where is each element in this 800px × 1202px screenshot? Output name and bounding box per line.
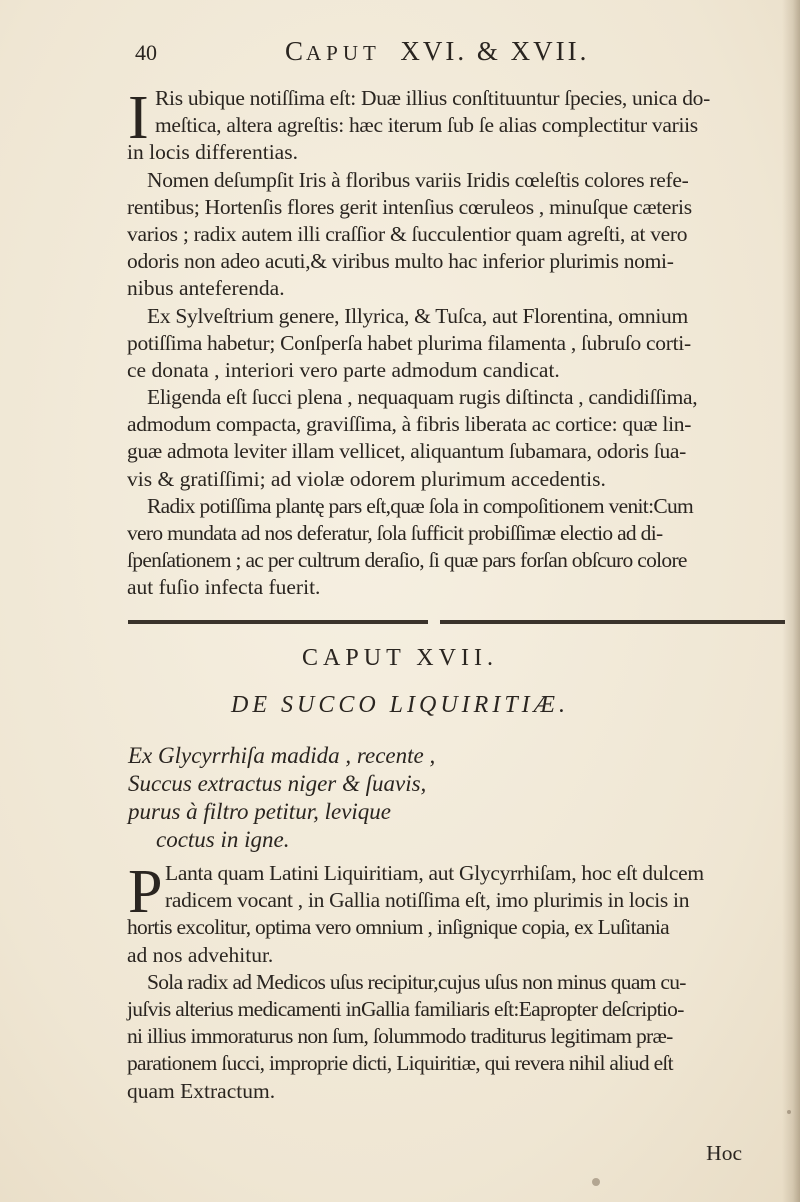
chapter17-summary (128, 742, 688, 854)
caput-rest: APUT (306, 41, 381, 65)
page-number: 40 (135, 40, 157, 65)
dropcap-i: I (128, 84, 149, 152)
running-header (125, 34, 685, 74)
text-line: nibus anteferenda. (127, 276, 285, 301)
text-line: Lanta quam Latini Liquiritiam, aut Glycyrrhiſam, hoc eſt dulcem (165, 861, 704, 885)
text-line: hortis excolitur, optima vero omnium , inſignique copia, ex Luſitania (127, 915, 669, 940)
summary-line: Ex Glycyrrhiſa madida , recente , (128, 743, 436, 768)
text-line: rentibus; Hortenſis flores gerit intenſius cœruleos , minuſque cæteris (127, 194, 692, 219)
text-line: Eligenda eſt ſucci plena , nequaquam rugis diſtincta , candidiſſima, (147, 385, 698, 410)
text-line: quam Extractum. (127, 1078, 276, 1103)
text-line: meſtica, altera agreſtis: hæc iterum ſub ſe alias complectitur variis (155, 113, 698, 138)
text-line: ſpenſationem ; ac per cultrum deraſio, ſi quæ pars forſan obſcuro colore (127, 548, 687, 573)
paper-speck (592, 1178, 600, 1186)
chapter17-section-title: DE SUCCO LIQUIRITIÆ. (231, 692, 569, 718)
text-line: juſvis alterius medicamenti inGallia familiaris eſt:Eapropter deſcriptio- (127, 996, 684, 1021)
chapter16-body (127, 85, 787, 602)
paper-speck (787, 1110, 791, 1114)
text-line: ad nos advehitur. (127, 942, 274, 967)
text-line: vero mundata ad nos deferatur, ſola ſufficit probiſſimæ electio ad di- (127, 521, 663, 545)
summary-line: purus à filtro petitur, levique (128, 799, 391, 824)
dropcap-p: P (128, 858, 163, 926)
text-line: Radix potiſſima plantę pars eſt,quæ ſola in compoſitionem venit:Cum (147, 493, 694, 518)
running-head-title (285, 36, 589, 67)
catchword: Hoc (706, 1141, 742, 1165)
text-line: admodum compacta, graviſſima, à fibris liberata ac cortice: quæ lin- (127, 412, 692, 437)
text-line: parationem ſucci, improprie dicti, Liquiritiæ, qui revera nihil aliud eſt (127, 1051, 673, 1076)
summary-line: Succus extractus niger & ſuavis, (128, 771, 427, 796)
text-line: vis & gratiſſimi; ad violæ odorem plurimum accedentis. (127, 466, 606, 491)
chapter17-title: CAPUT XVII. (302, 645, 498, 671)
text-line: ce donata , interiori vero parte admodum candicat. (127, 357, 560, 382)
text-line: Sola radix ad Medicos uſus recipitur,cujus uſus non minus quam cu- (147, 969, 686, 994)
text-line: ni illius immoraturus non ſum, ſolummodo traditurus legitimam præ- (127, 1024, 673, 1049)
text-line: odoris non adeo acuti,& viribus multo hac inferior plurimis nomi- (127, 249, 674, 274)
caput-initial: C (285, 36, 307, 66)
summary-line: coctus in igne. (156, 827, 290, 852)
text-line: aut fuſio infecta fuerit. (127, 575, 321, 600)
text-line: Ex Sylveſtrium genere, Illyrica, & Tuſca, aut Florentina, omnium (147, 303, 688, 328)
text-line: Nomen deſumpſit Iris à floribus variis Iridis cœleſtis colores refe- (147, 167, 689, 192)
text-line: in locis differentias. (127, 140, 298, 165)
text-line: varios ; radix autem illi craſſior & ſucculentior quam agreſti, at vero (127, 221, 688, 246)
section-divider-left (128, 620, 428, 624)
text-line: potiſſima habetur; Conſperſa habet plurima filamenta , ſubruſo corti- (127, 330, 691, 355)
text-line: Ris ubique notiſſima eſt: Duæ illius conſtituuntur ſpecies, unica do- (155, 86, 710, 110)
chapter17-body (127, 860, 787, 1105)
text-line: radicem vocant , in Gallia notiſſima eſt, imo plurimis in locis in (165, 888, 690, 913)
chapter-reference: XVI. & XVII. (400, 36, 590, 66)
section-divider-right (440, 620, 785, 624)
text-line: guæ admota leviter illam vellicet, aliquantum ſubamara, odoris ſua- (127, 439, 687, 464)
